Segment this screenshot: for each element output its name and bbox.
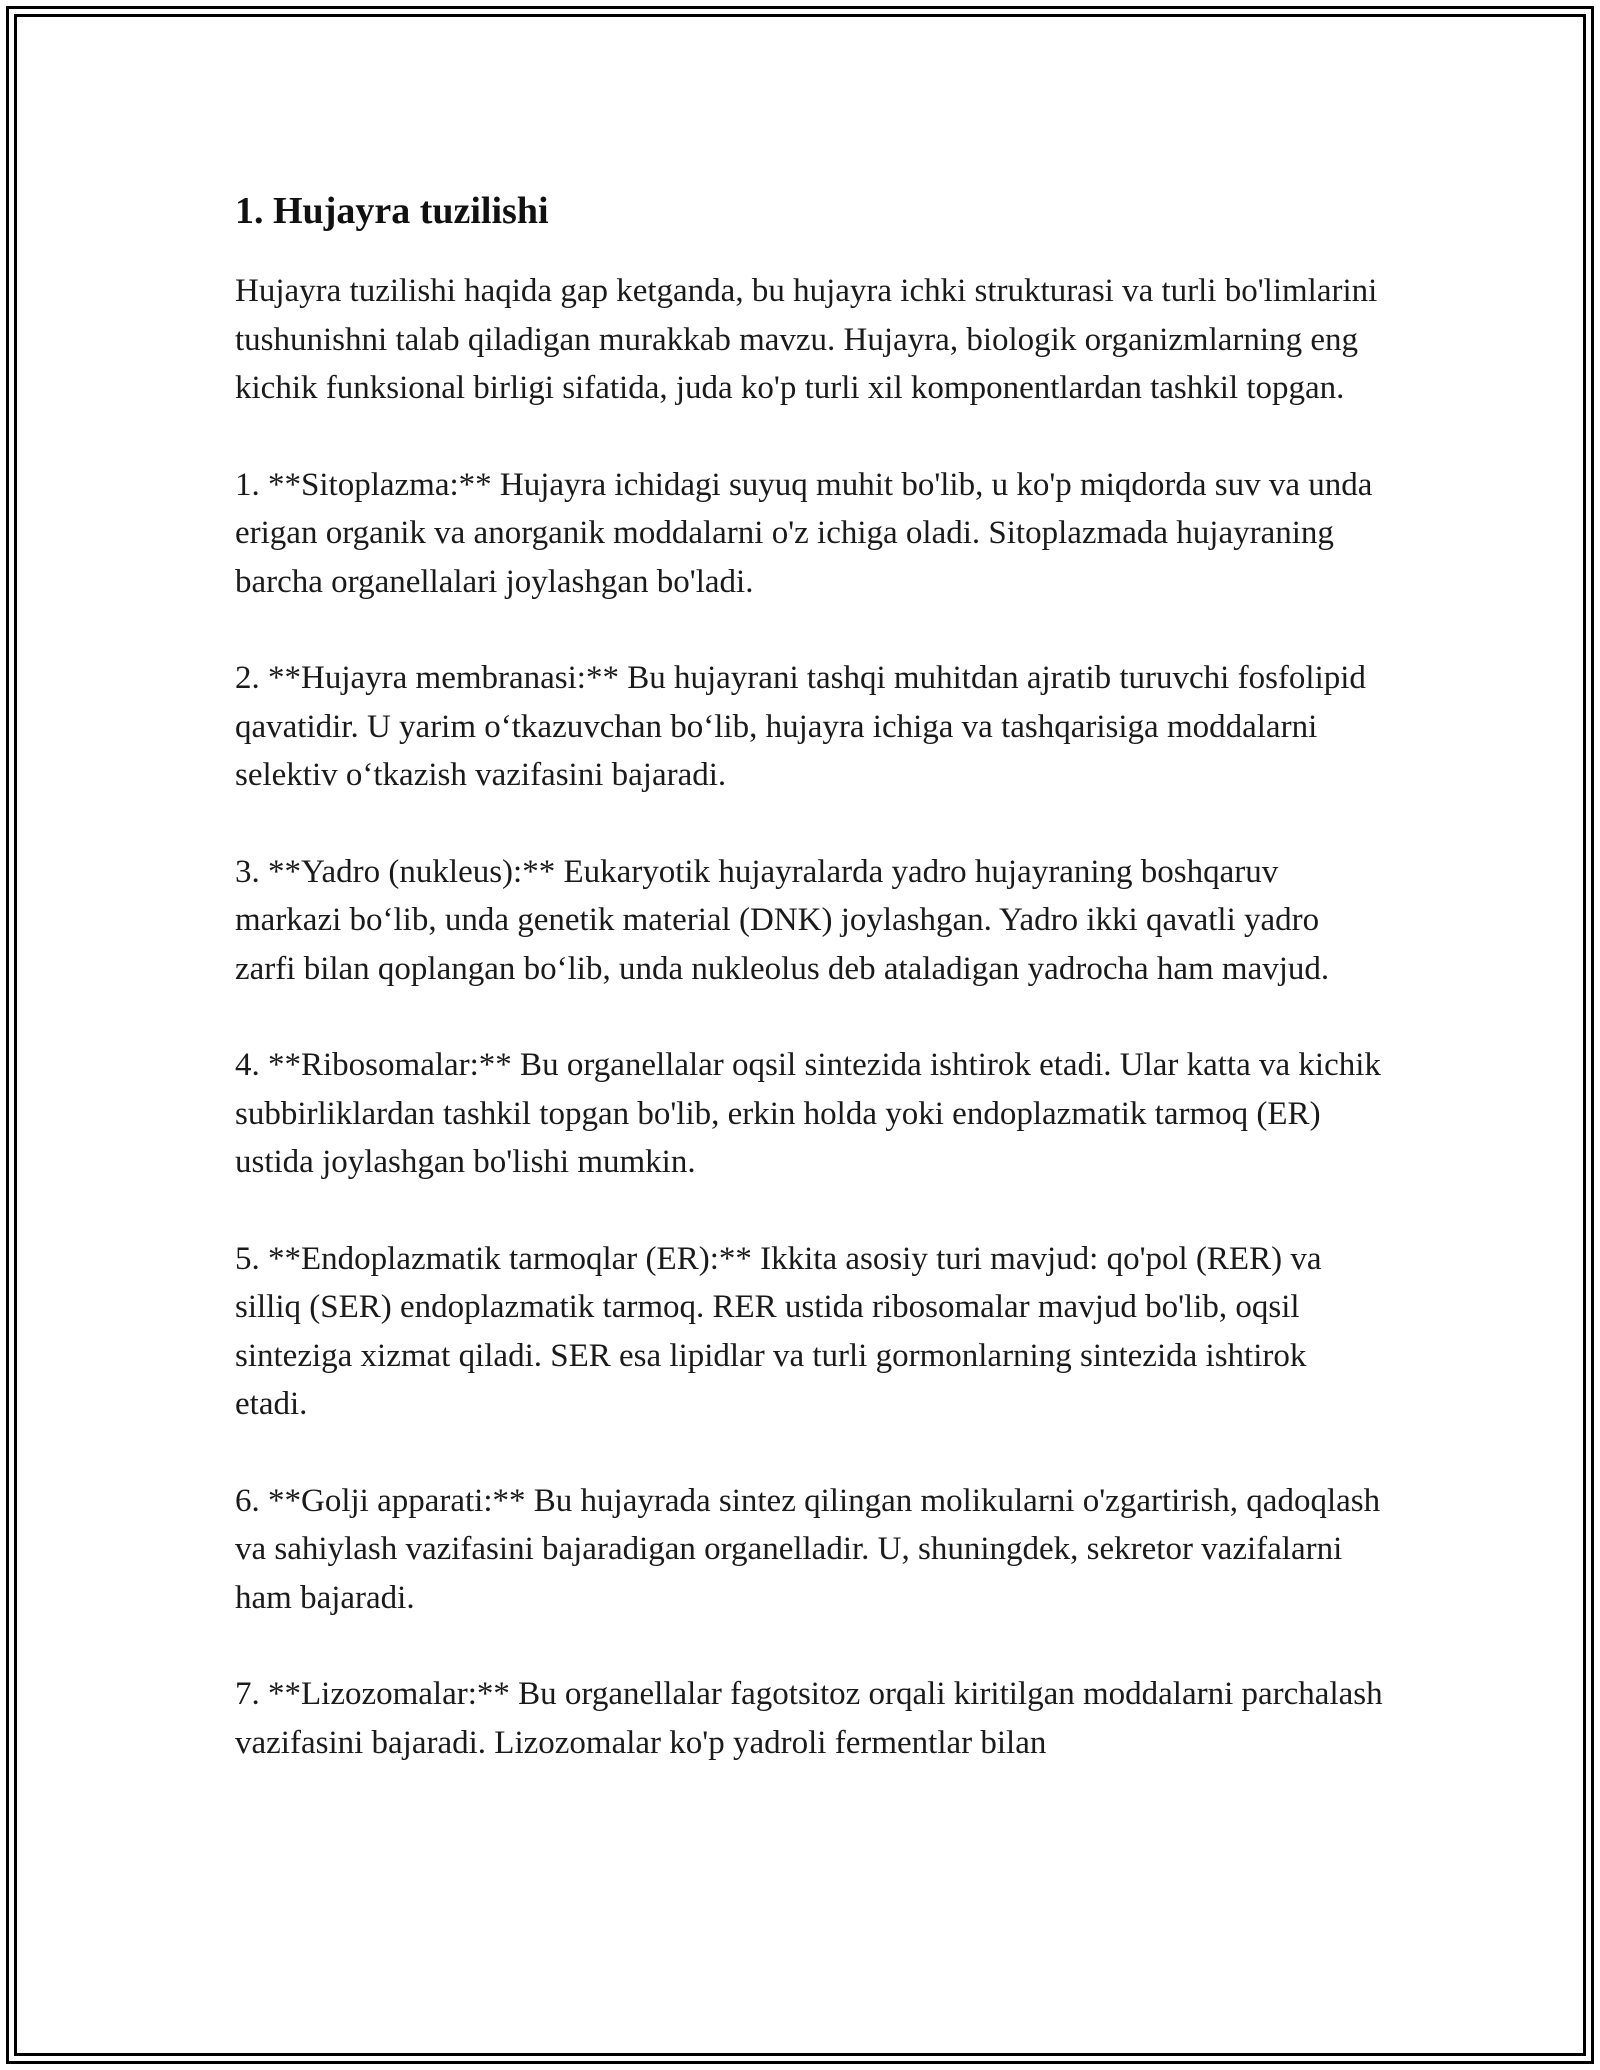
item-hujayra-membranasi: 2. **Hujayra membranasi:** Bu hujayrani tashqi muhitdan ajratib turuvchi fosfolipid qavatidir. U yarim o‘tkazuvchan bo‘lib, hujayra ichiga va tashqarisiga moddalarni selektiv o‘tkazish vazifasini bajaradi. bbox=[235, 660, 1366, 793]
item-sitoplazma: 1. **Sitoplazma:** Hujayra ichidagi suyuq muhit bo'lib, u ko'p miqdorda suv va unda erigan organik va anorganik moddalarni o'z ichiga oladi. Sitoplazmada hujayraning barcha organellalari joylashgan bo'ladi. bbox=[235, 466, 1373, 600]
intro-paragraph: Hujayra tuzilishi haqida gap ketganda, bu hujayra ichki strukturasi va turli bo'limlarini tushunishni talab qiladigan murakkab mavzu. Hujayra, biologik organizmlarning eng kichik funksional birligi sifatida, juda ko'p turli xil komponentlardan tashkil topgan. bbox=[235, 273, 1378, 406]
document-title: 1. Hujayra tuzilishi bbox=[235, 190, 549, 232]
document-body bbox=[235, 185, 1385, 1767]
item-yadro: 3. **Yadro (nukleus):** Eukaryotik hujayralarda yadro hujayraning boshqaruv markazi bo‘lib, unda genetik material (DNK) joylashgan. Yadro ikki qavatli yadro zarfi bilan qoplangan bo‘lib, unda nukleolus deb ataladigan yadrocha ham mavjud. bbox=[235, 853, 1330, 987]
item-ribosomalar: 4. **Ribosomalar:** Bu organellalar oqsil sintezida ishtirok etadi. Ular katta va kichik subbirliklardan tashkil topgan bo'lib, erkin holda yoki endoplazmatik tarmoq (ER) ustida joylashgan bo'lishi mumkin. bbox=[235, 1047, 1381, 1180]
item-endoplazmatik-tarmoqlar: 5. **Endoplazmatik tarmoqlar (ER):** Ikkita asosiy turi mavjud: qo'pol (RER) va silliq (SER) endoplazmatik tarmoq. RER ustida ribosomalar mavjud bo'lib, oqsil sinteziga xizmat qiladi. SER esa lipidlar va turli gormonlarning sintezida ishtirok etadi. bbox=[235, 1240, 1322, 1422]
item-golji-apparati: 6. **Golji apparati:** Bu hujayrada sintez qilingan molikularni o'zgartirish, qadoqlash va sahiylash vazifasini bajaradigan organelladir. U, shuningdek, sekretor vazifalarni ham bajaradi. bbox=[235, 1482, 1381, 1616]
item-lizozomalar: 7. **Lizozomalar:** Bu organellalar fagotsitoz orqali kiritilgan moddalarni parchalash vazifasini bajaradi. Lizozomalar ko'p yadroli fermentlar bilan bbox=[235, 1676, 1383, 1761]
